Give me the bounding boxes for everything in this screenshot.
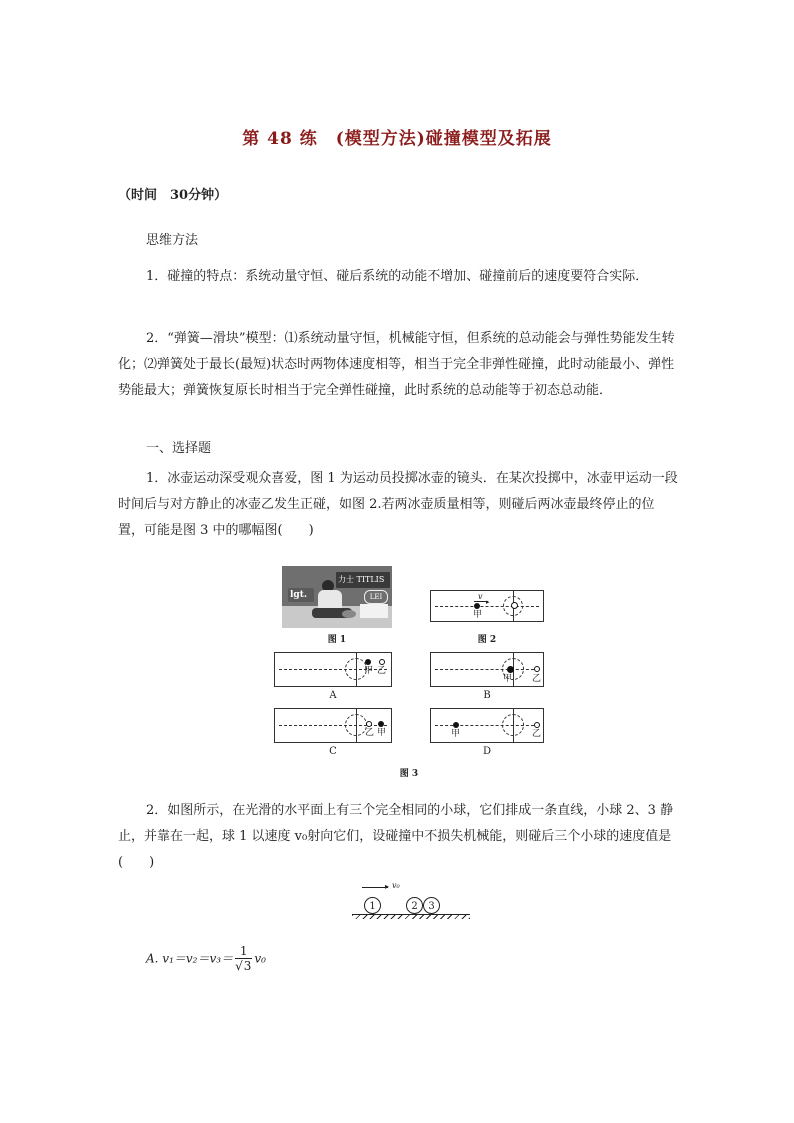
stone-jia-label: 甲: [377, 728, 387, 738]
method-point-1: 1．碰撞的特点：系统动量守恒、碰后系统的动能不增加、碰撞前后的速度要符合实际．: [146, 269, 649, 284]
stone-yi: [534, 722, 540, 728]
ground-hatch: [352, 915, 470, 919]
stone-jia: [453, 722, 459, 728]
stone-yi: [366, 721, 372, 727]
fraction-denominator: √3: [235, 959, 252, 973]
answer-a-lead: A. v₁＝v₂＝v₃＝: [146, 951, 234, 966]
question-2: 2．如图所示，在光滑的水平面上有三个完全相同的小球，它们排成一条直线，小球 2、3 静止，并靠在一起，球 1 以速度 v₀射向它们，设碰撞中不损失机械能，则碰后三个小球的速度值是( ): [118, 803, 674, 870]
option-a-letter: A: [329, 690, 337, 701]
method-heading: 思维方法: [146, 233, 199, 248]
option-b-letter: B: [483, 690, 491, 701]
stone-yi: [379, 659, 385, 665]
stone-yi: [511, 602, 518, 609]
option-d-figure: [430, 708, 544, 743]
stone-jia: [507, 666, 514, 673]
stone-yi-label: 乙: [377, 666, 387, 676]
stone-jia-label: 甲: [473, 610, 483, 620]
velocity-arrowhead-icon: ▸: [385, 882, 390, 891]
photo-brand-text: 力士 TITLIS: [338, 575, 385, 584]
option-c-figure: [274, 708, 392, 743]
stone-yi-label: 乙: [532, 729, 542, 739]
photo-logo-text: lgt.: [290, 590, 308, 600]
figure-2-caption: 图 2: [477, 635, 497, 645]
question-1: 1．冰壶运动深受观众喜爱，图 1 为运动员投掷冰壶的镜头．在某次投掷中，冰壶甲运动一段时间后与对方静止的冰壶乙发生正碰，如图 2.若两冰壶质量相等，则碰后两冰壶最终停止的位置，可能是图 3 中的哪幅图( ): [118, 471, 678, 538]
velocity-label: v₀: [392, 881, 400, 890]
option-c-letter: C: [329, 746, 337, 757]
stone-yi-label: 乙: [532, 674, 542, 684]
stone-jia-label: 甲: [364, 666, 374, 676]
method-point-2: 2．“弹簧—滑块”模型：⑴系统动量守恒，机械能守恒，但系统的总动能会与弹性势能发生转化；⑵弹簧处于最长(最短)状态时两物体速度相等，相当于完全非弹性碰撞，此时动能最小、弹性势能最大；弹簧恢复原长时相当于完全弹性碰撞，此时系统的总动能等于初态总动能．: [118, 331, 675, 398]
center-line: [435, 606, 539, 607]
figure-3-caption: 图 3: [399, 769, 419, 779]
ball-2: 2: [406, 897, 423, 914]
option-d-letter: D: [482, 746, 492, 757]
time-note: （时间 30分钟）: [118, 188, 228, 203]
stone-jia-label: 甲: [503, 674, 513, 684]
section-heading: 一、选择题: [146, 441, 212, 456]
option-a-figure: [274, 652, 392, 687]
figure-1-caption: 图 1: [327, 635, 347, 645]
answer-option-a: [146, 945, 266, 973]
page-title: 第 48 练 (模型方法)碰撞模型及拓展: [242, 129, 552, 149]
answer-a-fraction: [235, 945, 252, 973]
stone-yi-label: 乙: [365, 728, 375, 738]
curling-photo: [282, 566, 392, 628]
figure-2: [430, 590, 544, 622]
house-circle: [345, 714, 367, 736]
fraction-numerator: 1: [235, 945, 252, 959]
stone-jia: [378, 721, 384, 727]
velocity-label: v: [478, 592, 483, 601]
stone-jia: [474, 603, 480, 609]
option-b-figure: [430, 652, 544, 687]
stone-yi: [534, 666, 540, 672]
house-circle: [502, 714, 524, 736]
stone-jia: [365, 659, 371, 665]
radicand: 3: [243, 959, 252, 973]
velocity-arrowhead-icon: ▸: [486, 598, 490, 606]
balls-figure: [352, 880, 472, 920]
ball-1: 1: [364, 897, 381, 914]
photo-misc-text: LEI: [364, 590, 388, 604]
stone-jia-label: 甲: [451, 729, 461, 739]
ball-3: 3: [423, 897, 440, 914]
answer-a-tail: v₀: [254, 951, 266, 966]
